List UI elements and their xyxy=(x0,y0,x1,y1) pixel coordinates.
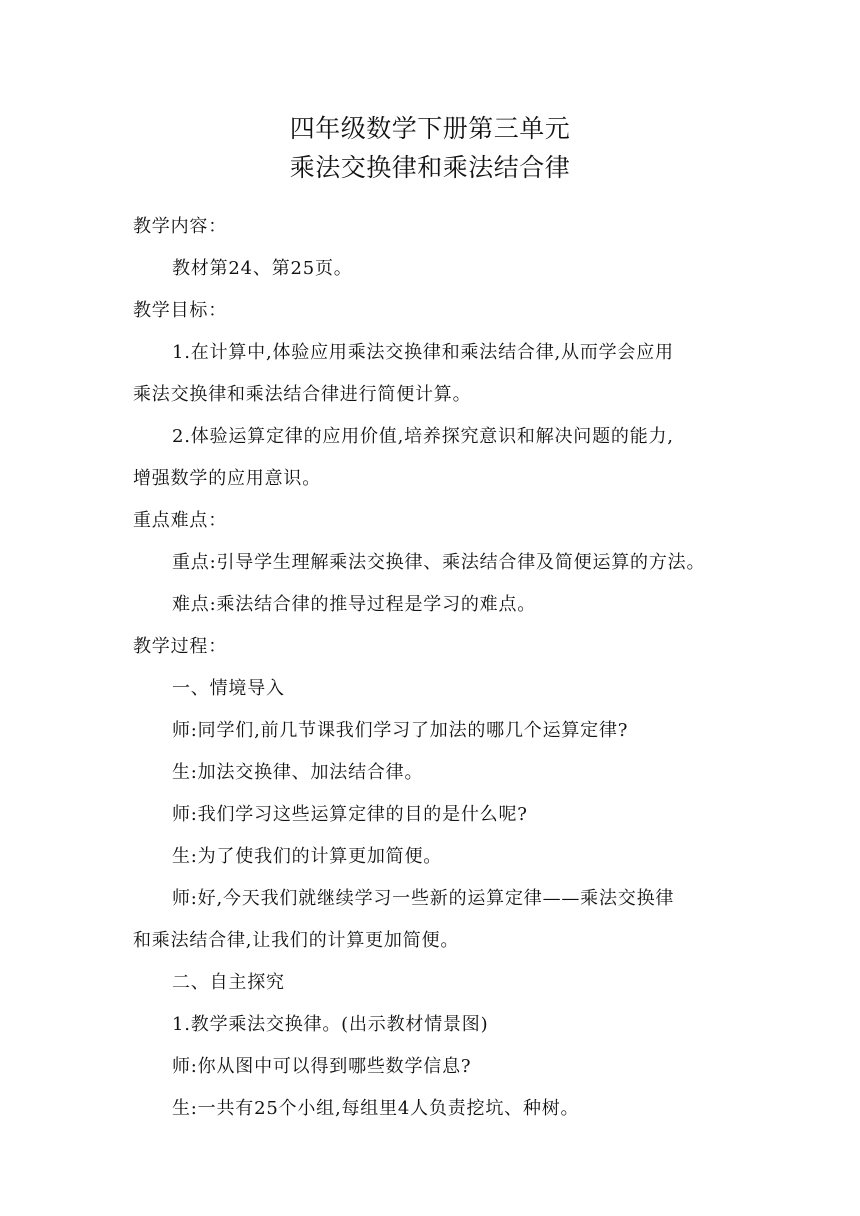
dialogue-line-5-part-1: 师:好,今天我们就继续学习一些新的运算定律——乘法交换律 xyxy=(172,888,675,909)
dialogue-line-4: 生:为了使我们的计算更加简便。 xyxy=(172,846,443,867)
objective-1-line-1: 1.在计算中,体验应用乘法交换律和乘法结合律,从而学会应用 xyxy=(172,342,674,363)
dialogue-line-2: 生:加法交换律、加法结合律。 xyxy=(172,762,424,783)
objective-1-line-2: 乘法交换律和乘法结合律进行简便计算。 xyxy=(133,384,472,405)
dialogue-line-5-part-2: 和乘法结合律,让我们的计算更加简便。 xyxy=(133,930,460,951)
content-text: 教材第24、第25页。 xyxy=(172,258,353,279)
objective-2-line-1: 2.体验运算定律的应用价值,培养探究意识和解决问题的能力, xyxy=(172,426,674,447)
process-section-1-heading: 一、情境导入 xyxy=(172,678,285,699)
dialogue-line-1: 师:同学们,前几节课我们学习了加法的哪几个运算定律? xyxy=(172,720,629,741)
section-label-key-points: 重点难点： xyxy=(133,510,227,531)
dialogue-line-3: 师:我们学习这些运算定律的目的是什么呢? xyxy=(172,804,528,825)
difficulty-text: 难点:乘法结合律的推导过程是学习的难点。 xyxy=(172,594,537,615)
key-point-text: 重点:引导学生理解乘法交换律、乘法结合律及简便运算的方法。 xyxy=(172,552,706,573)
section-label-process: 教学过程： xyxy=(133,636,227,657)
dialogue-line-6: 师:你从图中可以得到哪些数学信息? xyxy=(172,1056,472,1077)
process-step-1: 1.教学乘法交换律。(出示教材情景图) xyxy=(172,1014,489,1035)
objective-2-line-2: 增强数学的应用意识。 xyxy=(133,468,321,489)
document-title-line-1: 四年级数学下册第三单元 xyxy=(289,114,571,143)
section-label-content: 教学内容： xyxy=(133,216,227,237)
process-section-2-heading: 二、自主探究 xyxy=(172,972,285,993)
section-label-objectives: 教学目标： xyxy=(133,300,227,321)
dialogue-line-7: 生:一共有25个小组,每组里4人负责挖坑、种树。 xyxy=(172,1098,580,1119)
document-title-line-2: 乘法交换律和乘法结合律 xyxy=(289,153,571,182)
